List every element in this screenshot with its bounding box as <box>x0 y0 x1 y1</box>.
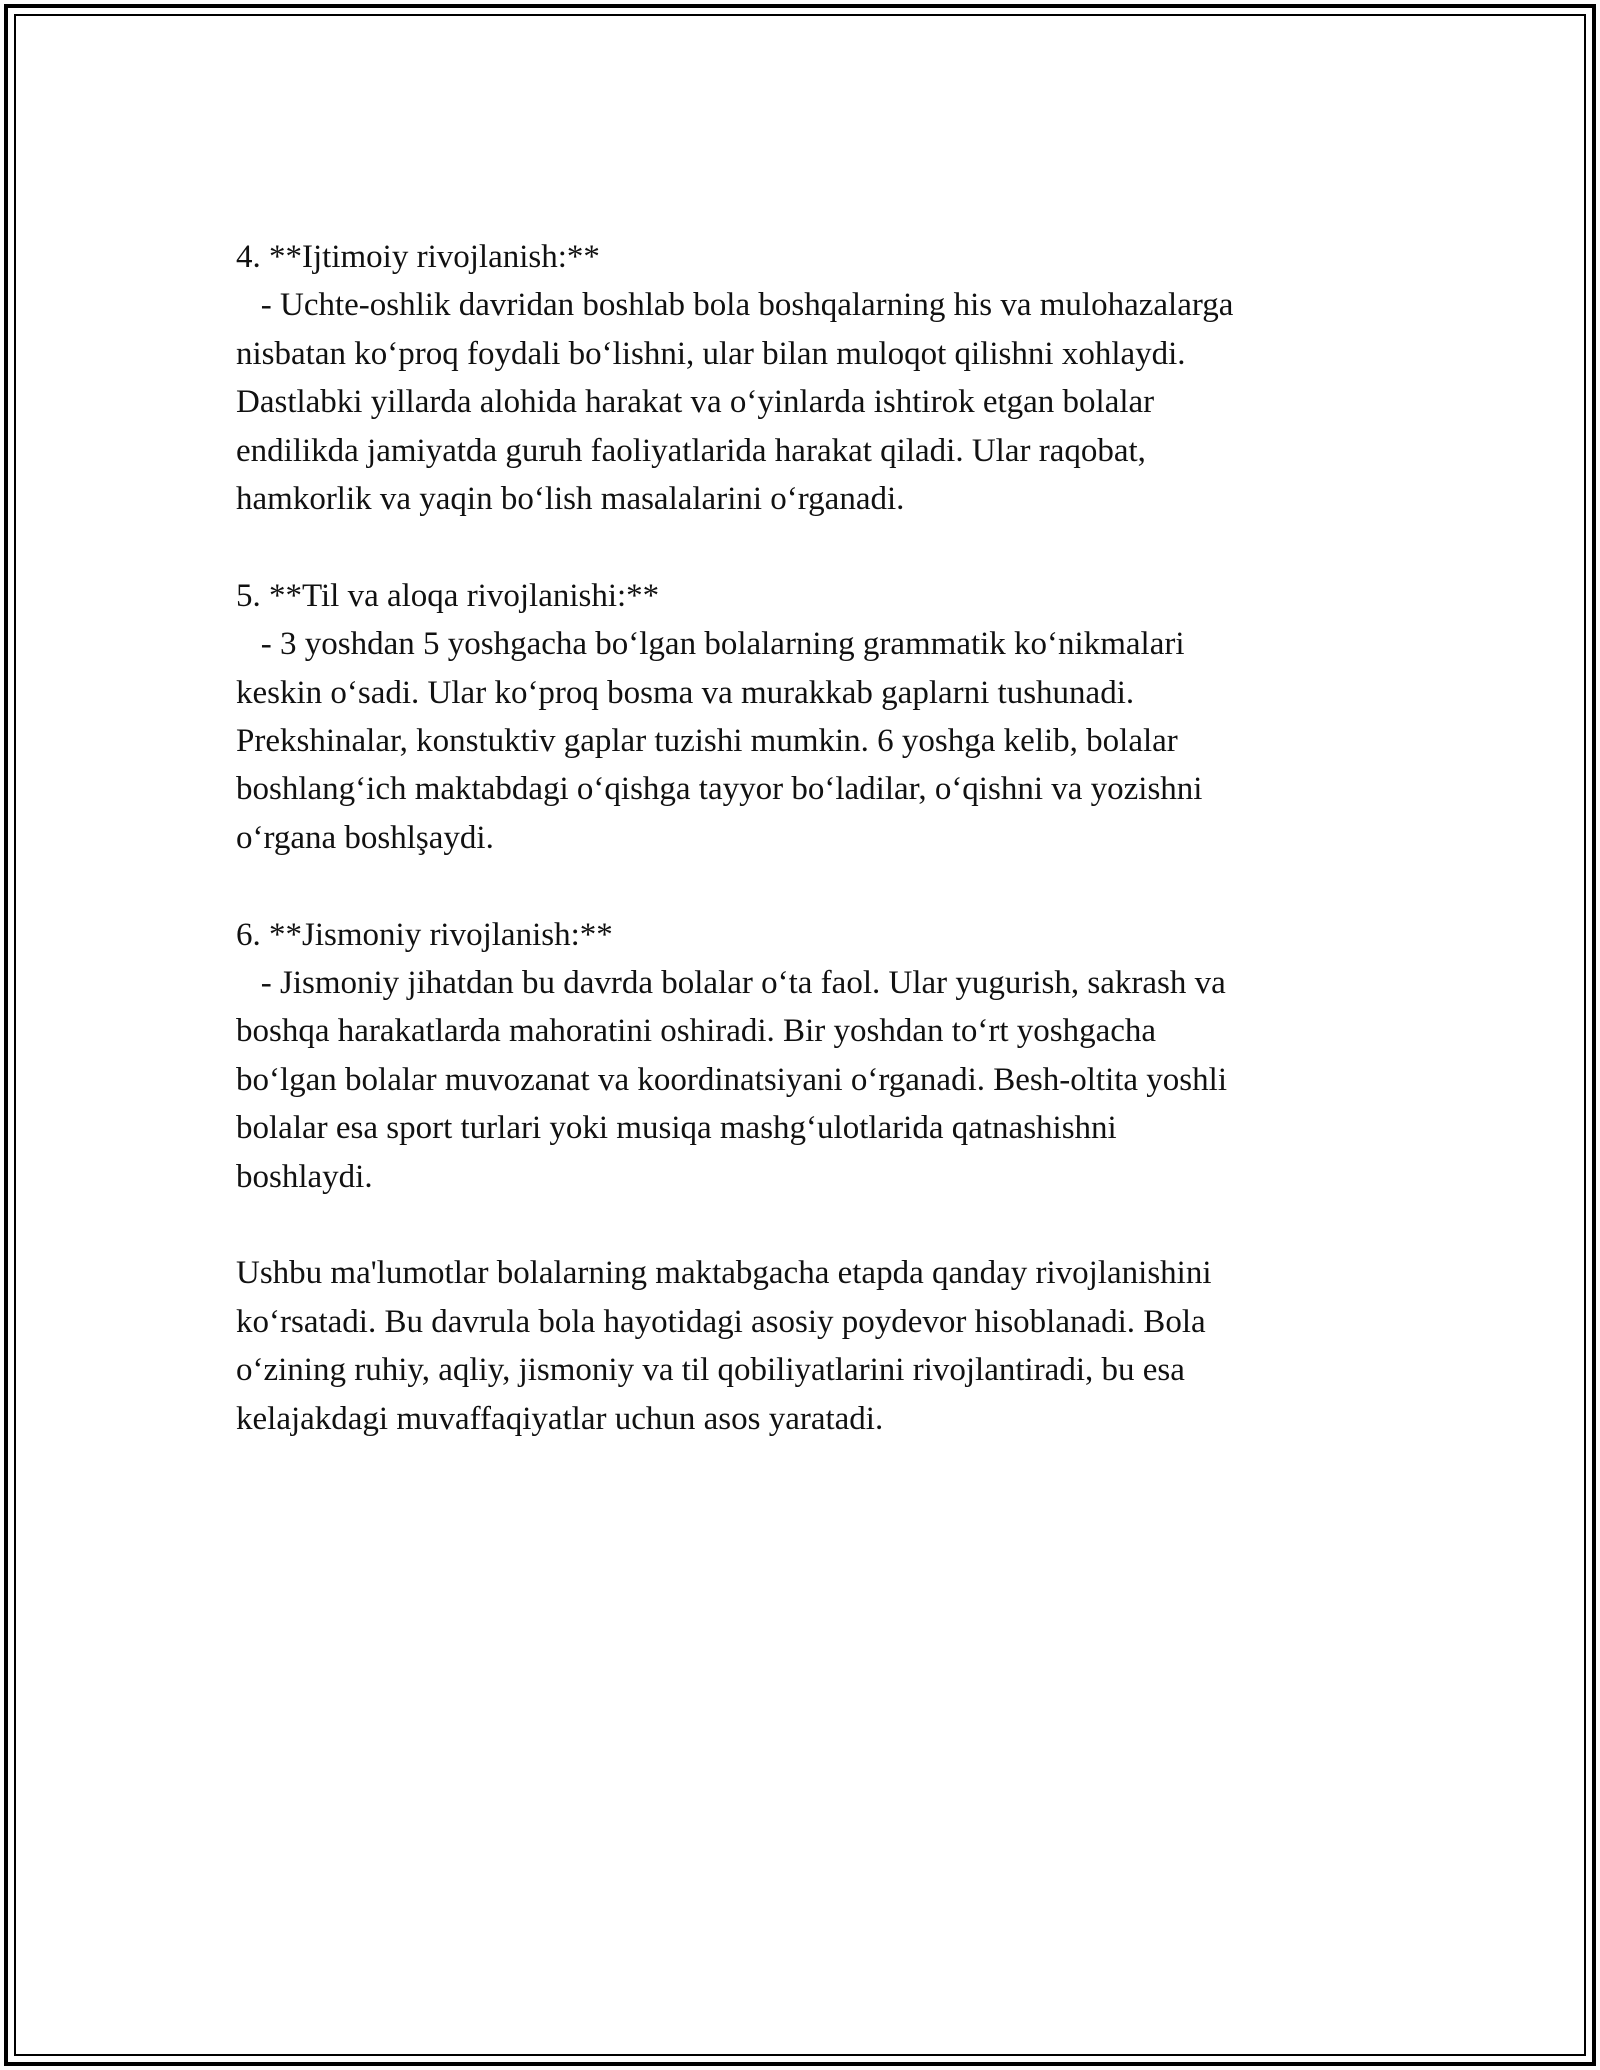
paragraph-line: hamkorlik va yaqin boʻlish masalalarini oʻrganadi. <box>236 481 905 518</box>
paragraph-line: oʻzining ruhiy, aqliy, jismoniy va til qobiliyatlarini rivojlantiradi, bu esa <box>236 1352 1185 1389</box>
section-social-development <box>236 233 1396 523</box>
section-heading: 6. **Jismoniy rivojlanish:** <box>236 916 613 953</box>
section-heading: 5. **Til va aloqa rivojlanishi:** <box>236 577 660 614</box>
paragraph-line: boshlangʻich maktabdagi oʻqishga tayyor boʻladilar, oʻqishni va yozishni <box>236 771 1203 808</box>
paragraph-line: bolalar esa sport turlari yoki musiqa mashgʻulotlarida qatnashishni <box>236 1110 1117 1147</box>
paragraph-line: - 3 yoshdan 5 yoshgacha boʻlgan bolalarning grammatik koʻnikmalari <box>236 626 1185 663</box>
paragraph-line: kelajakdagi muvaffaqiyatlar uchun asos yaratadi. <box>236 1400 884 1437</box>
document-body <box>236 233 1396 1492</box>
paragraph-line: endilikda jamiyatda guruh faoliyatlarida harakat qiladi. Ular raqobat, <box>236 432 1146 469</box>
section-conclusion <box>236 1249 1396 1443</box>
paragraph-line: nisbatan koʻproq foydali boʻlishni, ular bilan muloqot qilishni xohlaydi. <box>236 335 1186 372</box>
paragraph-line: Ushbu ma'lumotlar bolalarning maktabgacha etapda qanday rivojlanishini <box>236 1255 1212 1292</box>
section-language-development <box>236 572 1396 862</box>
paragraph-line: boshlaydi. <box>236 1158 373 1195</box>
paragraph-line: Prekshinalar, konstuktiv gaplar tuzishi mumkin. 6 yoshga kelib, bolalar <box>236 723 1178 760</box>
paragraph-line: boshqa harakatlarda mahoratini oshiradi. Bir yoshdan toʻrt yoshgacha <box>236 1013 1157 1050</box>
paragraph-line: boʻlgan bolalar muvozanat va koordinatsiyani oʻrganadi. Besh-oltita yoshli <box>236 1061 1227 1098</box>
paragraph-line: Dastlabki yillarda alohida harakat va oʻyinlarda ishtirok etgan bolalar <box>236 384 1155 421</box>
section-heading: 4. **Ijtimoiy rivojlanish:** <box>236 239 600 275</box>
paragraph-line: koʻrsatadi. Bu davrula bola hayotidagi asosiy poydevor hisoblanadi. Bola <box>236 1303 1206 1340</box>
section-physical-development <box>236 911 1396 1201</box>
paragraph-line: - Uchte-oshlik davridan boshlab bola boshqalarning his va mulohazalarga <box>236 287 1234 324</box>
paragraph-line: keskin oʻsadi. Ular koʻproq bosma va murakkab gaplarni tushunadi. <box>236 674 1135 711</box>
paragraph-line: - Jismoniy jihatdan bu davrda bolalar oʻta faol. Ular yugurish, sakrash va <box>236 965 1226 1002</box>
paragraph-line: oʻrgana boshlşaydi. <box>236 819 494 856</box>
